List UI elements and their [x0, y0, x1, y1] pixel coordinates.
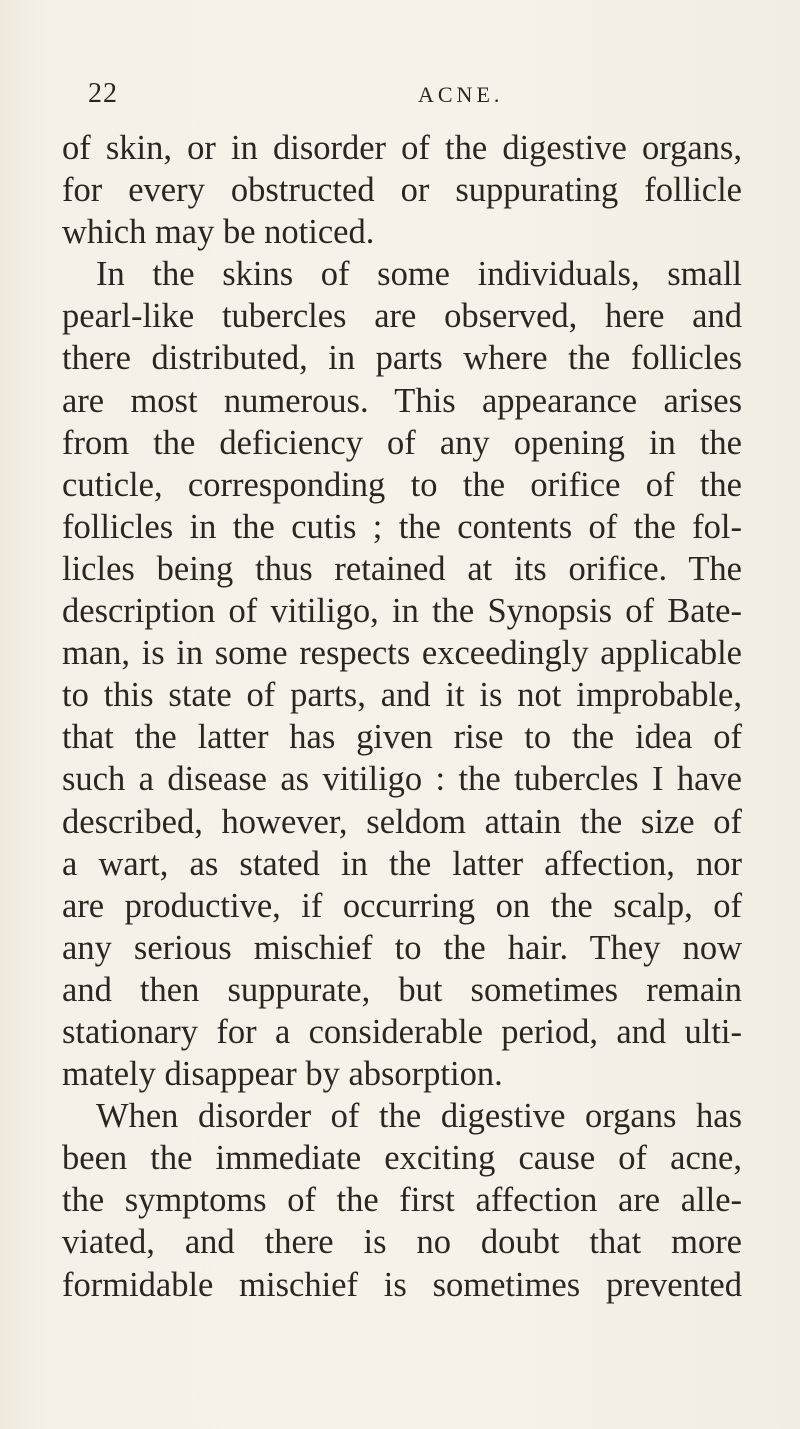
text-line: formidable mischief is sometimes prevented — [62, 1265, 742, 1304]
paragraph-start-line: When disorder of the digestive organs has — [96, 1097, 742, 1136]
text-line: and then suppurate, but sometimes remain — [62, 970, 742, 1009]
text-line: viated, and there is no doubt that more — [62, 1223, 742, 1262]
text-line: been the immediate exciting cause of acne, — [62, 1139, 742, 1178]
page-number: 22 — [88, 78, 118, 109]
running-head: ACNE. — [418, 82, 504, 107]
text-line: are most numerous. This appearance arises — [62, 381, 742, 420]
paragraph-start-line: In the skins of some individuals, small — [96, 255, 742, 294]
text-line: licles being thus retained at its orifice. The — [62, 549, 742, 588]
text-line: that the latter has given rise to the idea of — [62, 718, 742, 757]
text-line: a wart, as stated in the latter affection, nor — [62, 844, 742, 883]
text-line: mately disappear by absorption. — [62, 1055, 503, 1094]
text-line: to this state of parts, and it is not improbable, — [62, 676, 742, 715]
text-line: there distributed, in parts where the follicles — [62, 339, 742, 378]
text-line: described, however, seldom attain the size of — [62, 802, 742, 841]
text-line: follicles in the cutis ; the contents of the fol- — [62, 507, 742, 546]
text-line: which may be noticed. — [62, 213, 375, 252]
text-line: of skin, or in disorder of the digestive organs, — [62, 129, 742, 167]
text-line: any serious mischief to the hair. They now — [62, 928, 742, 967]
body-text — [62, 127, 742, 1306]
text-line: pearl-like tubercles are observed, here and — [62, 297, 742, 336]
text-line: for every obstructed or suppurating follicle — [62, 171, 742, 210]
text-line: cuticle, corresponding to the orifice of the — [62, 465, 742, 504]
text-line: stationary for a considerable period, and ulti- — [62, 1012, 742, 1051]
page-header — [88, 78, 748, 118]
text-line: the symptoms of the first affection are alle- — [62, 1181, 742, 1220]
text-line: such a disease as vitiligo : the tubercles I have — [62, 760, 742, 799]
text-line: are productive, if occurring on the scalp, of — [62, 886, 742, 925]
text-line: man, is in some respects exceedingly applicable — [62, 634, 742, 673]
text-line: description of vitiligo, in the Synopsis of Bate- — [62, 592, 742, 631]
text-line: from the deficiency of any opening in the — [62, 423, 742, 462]
